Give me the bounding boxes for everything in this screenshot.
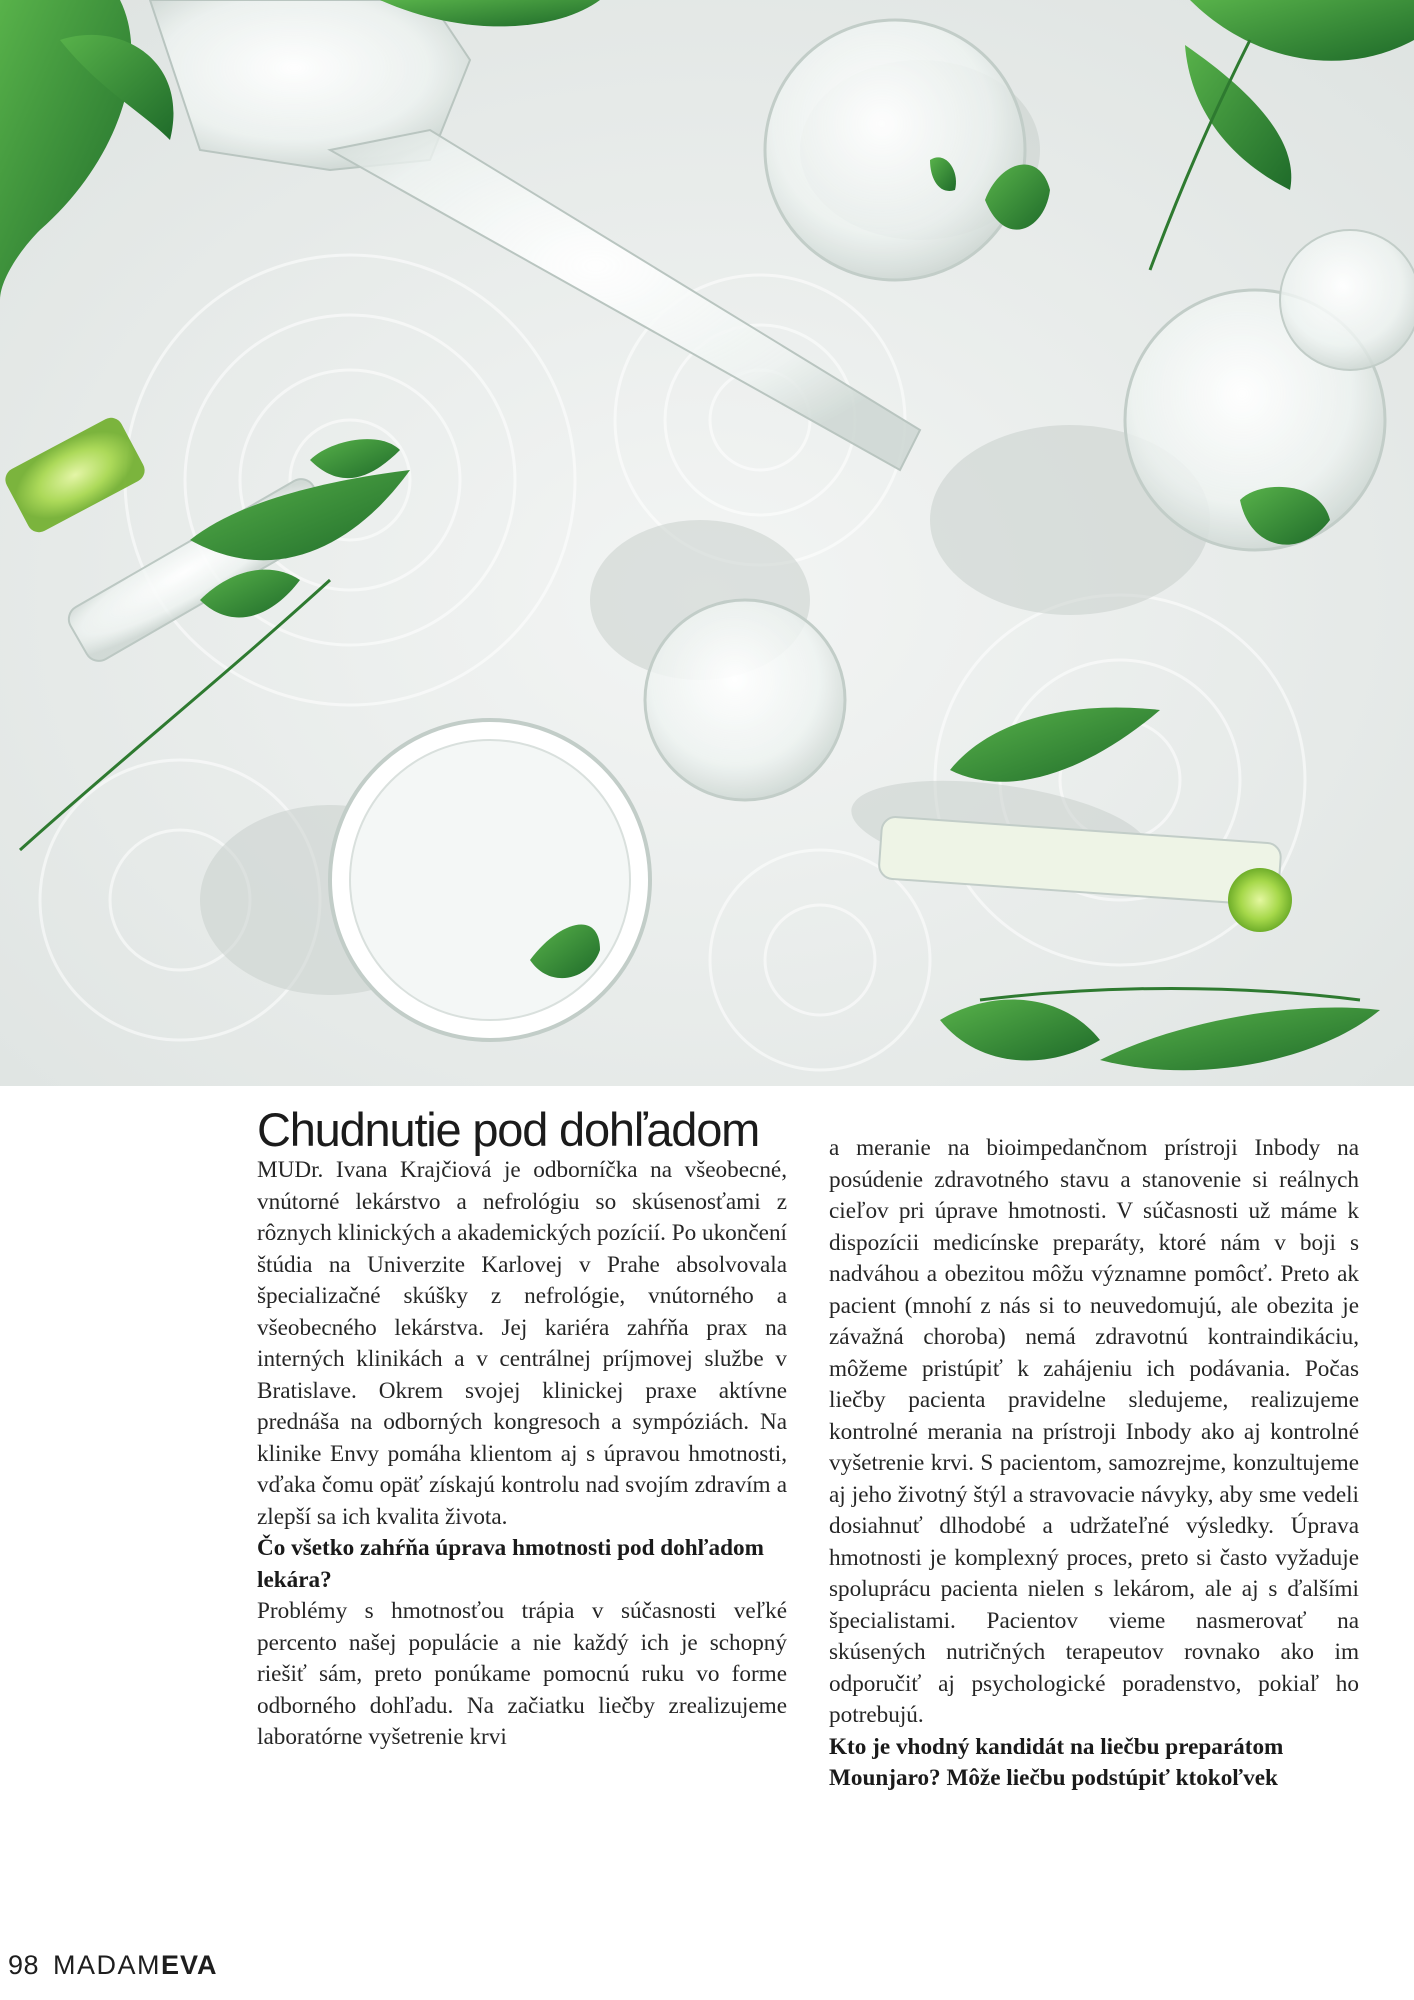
page-number: 98 [8,1950,40,1980]
article-column-right [829,1133,1359,1795]
article-intro-paragraph: MUDr. Ivana Krajčiová je odborníčka na všeobecné, vnútorné lekárstvo a nefrológiu so skúsenosťami z rôznych klinických a akademických pozícií. Po ukončení štúdia na Univerzite Karlovej v Prahe absolvovala špecializačné skúšky z nefrológie, vnútorného a všeobecného lekárstva. Jej kariéra zahŕňa prax na interných klinikách a v centrálnej príjmovej službe v Bratislave. Okrem svojej klinickej praxe aktívne prednáša na odborných kongresoch a sympóziách. Na klinike Envy pomáha klientom aj s úpravou hmotnosti, vďaka čomu opäť získajú kontrolu nad svojím zdravím a zlepší sa ich kvalita života. [257,1157,787,1530]
article-column-left [257,1105,787,1754]
magazine-brand-bold: EVA [161,1950,218,1980]
question-heading: Kto je vhodný kandidát na liečbu preparátom Mounjaro? Môže liečbu podstúpiť ktokoľvek [829,1733,1284,1791]
question-heading: Čo všetko zahŕňa úprava hmotnosti pod dohľadom lekára? [257,1535,764,1593]
page-footer [0,1950,218,1986]
magazine-brand-light: MADAM [53,1950,162,1980]
article-headline: Chudnutie pod dohľadom [257,1103,760,1156]
answer-paragraph-continued: a meranie na bioimpedančnom prístroji Inbody na posúdenie zdravotného stavu a stanovenie si reálnych cieľov pri úprave hmotnosti. V súčasnosti už máme k dispozícii medicínske preparáty, ktoré nám v boji s nadváhou a obezitou môžu významne pomôcť. Preto ak pacient (mnohí z nás si to neuvedomujú, ale obezita je závažná choroba) nemá zdravotnú kontraindikáciu, môžeme pristúpiť k zahájeniu ich podávania. Počas liečby pacienta pravidelne sledujeme, realizujeme kontrolné merania na prístroji Inbody ako aj kontrolné vyšetrenie krvi. S pacientom, samozrejme, konzultujeme aj jeho životný štýl a stravovacie návyky, aby sme vedeli dosiahnuť dlhodobé a udržateľné výsledky. Úprava hmotnosti je komplexný proces, preto si často vyžaduje spoluprácu pacienta nielen s lekárom, ale aj s ďalšími špecialistami. Pacientov vieme nasmerovať na skúsených nutričných terapeutov rovnako ako im odporučiť aj psychologické poradenstvo, pokiaľ ho potrebujú. [829,1135,1359,1728]
answer-paragraph: Problémy s hmotnosťou trápia v súčasnosti veľké percento našej populácie a nie každý ich je schopný riešiť sám, preto ponúkame pomocnú ruku vo forme odborného dohľadu. Na začiatku liečby zrealizujeme laboratórne vyšetrenie krvi [257,1598,787,1750]
